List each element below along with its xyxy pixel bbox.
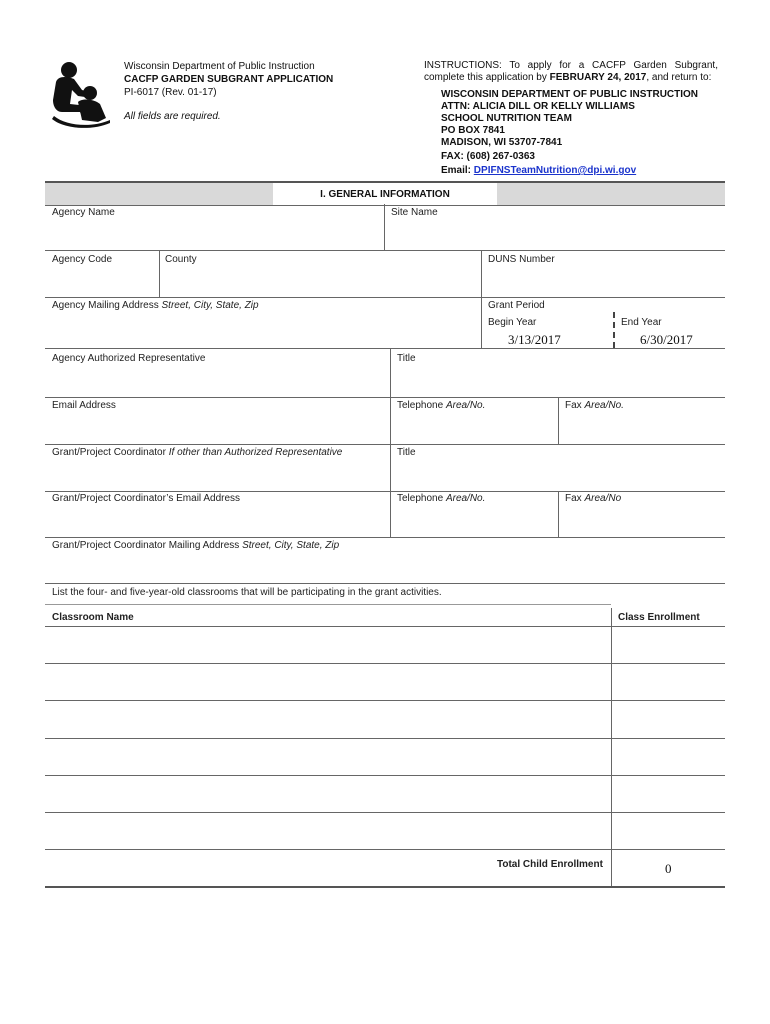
authorized-rep-label: Agency Authorized Representative: [52, 353, 206, 364]
coordinator-mailing-hint: Street, City, State, Zip: [242, 540, 340, 551]
agency-name-label: Agency Name: [52, 207, 115, 218]
address-line: FAX: (608) 267-0363: [441, 151, 535, 162]
department-name: Wisconsin Department of Public Instruction: [124, 61, 315, 72]
coordinator-email-field[interactable]: [46, 506, 389, 536]
authorized-rep-title-field[interactable]: [391, 366, 725, 396]
deadline: FEBRUARY 24, 2017: [549, 72, 647, 83]
email-address-label: Email Address: [52, 400, 116, 411]
coordinator-hint: If other than Authorized Representative: [168, 447, 343, 458]
agency-code-field[interactable]: [46, 266, 158, 296]
classroom-name-header: Classroom Name: [52, 612, 134, 623]
authorized-rep-field[interactable]: [46, 366, 389, 396]
instructions: [424, 60, 718, 84]
form-bottom-rule: [45, 886, 725, 888]
fax-label: Fax: [565, 400, 582, 411]
coordinator-email-label: Grant/Project Coordinator’s Email Address: [52, 493, 241, 504]
section-title: I. GENERAL INFORMATION: [320, 189, 450, 200]
class-enrollment-input[interactable]: [612, 701, 725, 738]
agency-name-field[interactable]: [46, 218, 384, 250]
site-name-label: Site Name: [391, 207, 438, 218]
form-title: CACFP GARDEN SUBGRANT APPLICATION: [124, 74, 334, 85]
classroom-name-input[interactable]: [46, 627, 610, 663]
coordinator-fax-field[interactable]: [559, 506, 725, 536]
adult-reading-to-child-icon: [48, 60, 112, 130]
begin-year-field[interactable]: 3/13/2017: [508, 332, 561, 347]
begin-year-label: Begin Year: [488, 317, 537, 328]
classroom-name-input[interactable]: [46, 776, 610, 812]
county-field[interactable]: [160, 266, 480, 296]
site-name-field[interactable]: [385, 218, 725, 250]
fax-hint: Area/No.: [584, 400, 624, 411]
coordinator-title-label: Title: [397, 447, 416, 458]
form-header: [124, 60, 404, 123]
coordinator-fax-label: Fax: [565, 493, 582, 504]
fax-field[interactable]: [559, 413, 725, 443]
address-line: MADISON, WI 53707-7841: [441, 137, 563, 148]
address-line: WISCONSIN DEPARTMENT OF PUBLIC INSTRUCTION: [441, 89, 699, 100]
coordinator-telephone-hint: Area/No.: [445, 493, 486, 504]
coordinator-field[interactable]: [46, 460, 389, 490]
classroom-name-input[interactable]: [46, 739, 610, 775]
telephone-hint: Area/No.: [445, 400, 486, 411]
email-address-field[interactable]: [46, 413, 389, 443]
coordinator-mailing-label: Grant/Project Coordinator Mailing Address: [52, 540, 240, 551]
authorized-rep-title-label: Title: [397, 353, 416, 364]
mailing-address-hint: Street, City, State, Zip: [161, 300, 259, 311]
duns-label: DUNS Number: [488, 254, 555, 265]
classroom-name-input[interactable]: [46, 813, 610, 849]
total-enrollment-value: 0: [665, 861, 672, 876]
mailing-address-field[interactable]: [46, 313, 480, 347]
classroom-name-input[interactable]: [46, 701, 610, 738]
coordinator-telephone-field[interactable]: [391, 506, 557, 536]
duns-field[interactable]: [482, 266, 725, 296]
telephone-label: Telephone: [397, 400, 444, 411]
section-header: [45, 181, 725, 206]
class-enrollment-input[interactable]: [612, 739, 725, 775]
class-enrollment-input[interactable]: [612, 627, 725, 663]
classroom-name-input[interactable]: [46, 664, 610, 700]
coordinator-fax-hint: Area/No: [584, 493, 622, 504]
coordinator-telephone-label: Telephone: [397, 493, 444, 504]
telephone-field[interactable]: [391, 413, 557, 443]
instructions-suffix: , and return to:: [646, 72, 712, 83]
county-label: County: [165, 254, 197, 265]
coordinator-mailing-field[interactable]: [46, 553, 725, 583]
mailing-address-label: Agency Mailing Address: [52, 300, 159, 311]
form-number: PI-6017 (Rev. 01-17): [124, 87, 217, 98]
grant-period-label: Grant Period: [488, 300, 545, 311]
class-enrollment-input[interactable]: [612, 664, 725, 700]
coordinator-title-field[interactable]: [391, 460, 725, 490]
end-year-label: End Year: [621, 317, 662, 328]
email-label: Email:: [441, 165, 474, 176]
return-address: [441, 89, 731, 177]
end-year-field[interactable]: 6/30/2017: [640, 332, 693, 347]
total-enrollment-label: Total Child Enrollment: [497, 859, 603, 870]
grant-period-divider: [613, 312, 615, 348]
email-link[interactable]: DPIFNSTeamNutrition@dpi.wi.gov: [473, 165, 637, 176]
agency-code-label: Agency Code: [52, 254, 113, 265]
class-enrollment-input[interactable]: [612, 813, 725, 849]
class-enrollment-header: Class Enrollment: [618, 612, 700, 623]
address-line: SCHOOL NUTRITION TEAM: [441, 113, 572, 124]
address-line: ATTN: ALICIA DILL OR KELLY WILLIAMS: [441, 101, 635, 112]
coordinator-label: Grant/Project Coordinator: [52, 447, 166, 458]
address-line: PO BOX 7841: [441, 125, 505, 136]
instructions-prefix: INSTRUCTIONS: To apply for a CACFP Garden Subgrant, complete this application by: [424, 60, 718, 83]
class-enrollment-input[interactable]: [612, 776, 725, 812]
classroom-instruction: List the four- and five-year-old classrooms that will be participating in the grant activities.: [52, 587, 442, 598]
required-note: All fields are required.: [124, 111, 221, 122]
